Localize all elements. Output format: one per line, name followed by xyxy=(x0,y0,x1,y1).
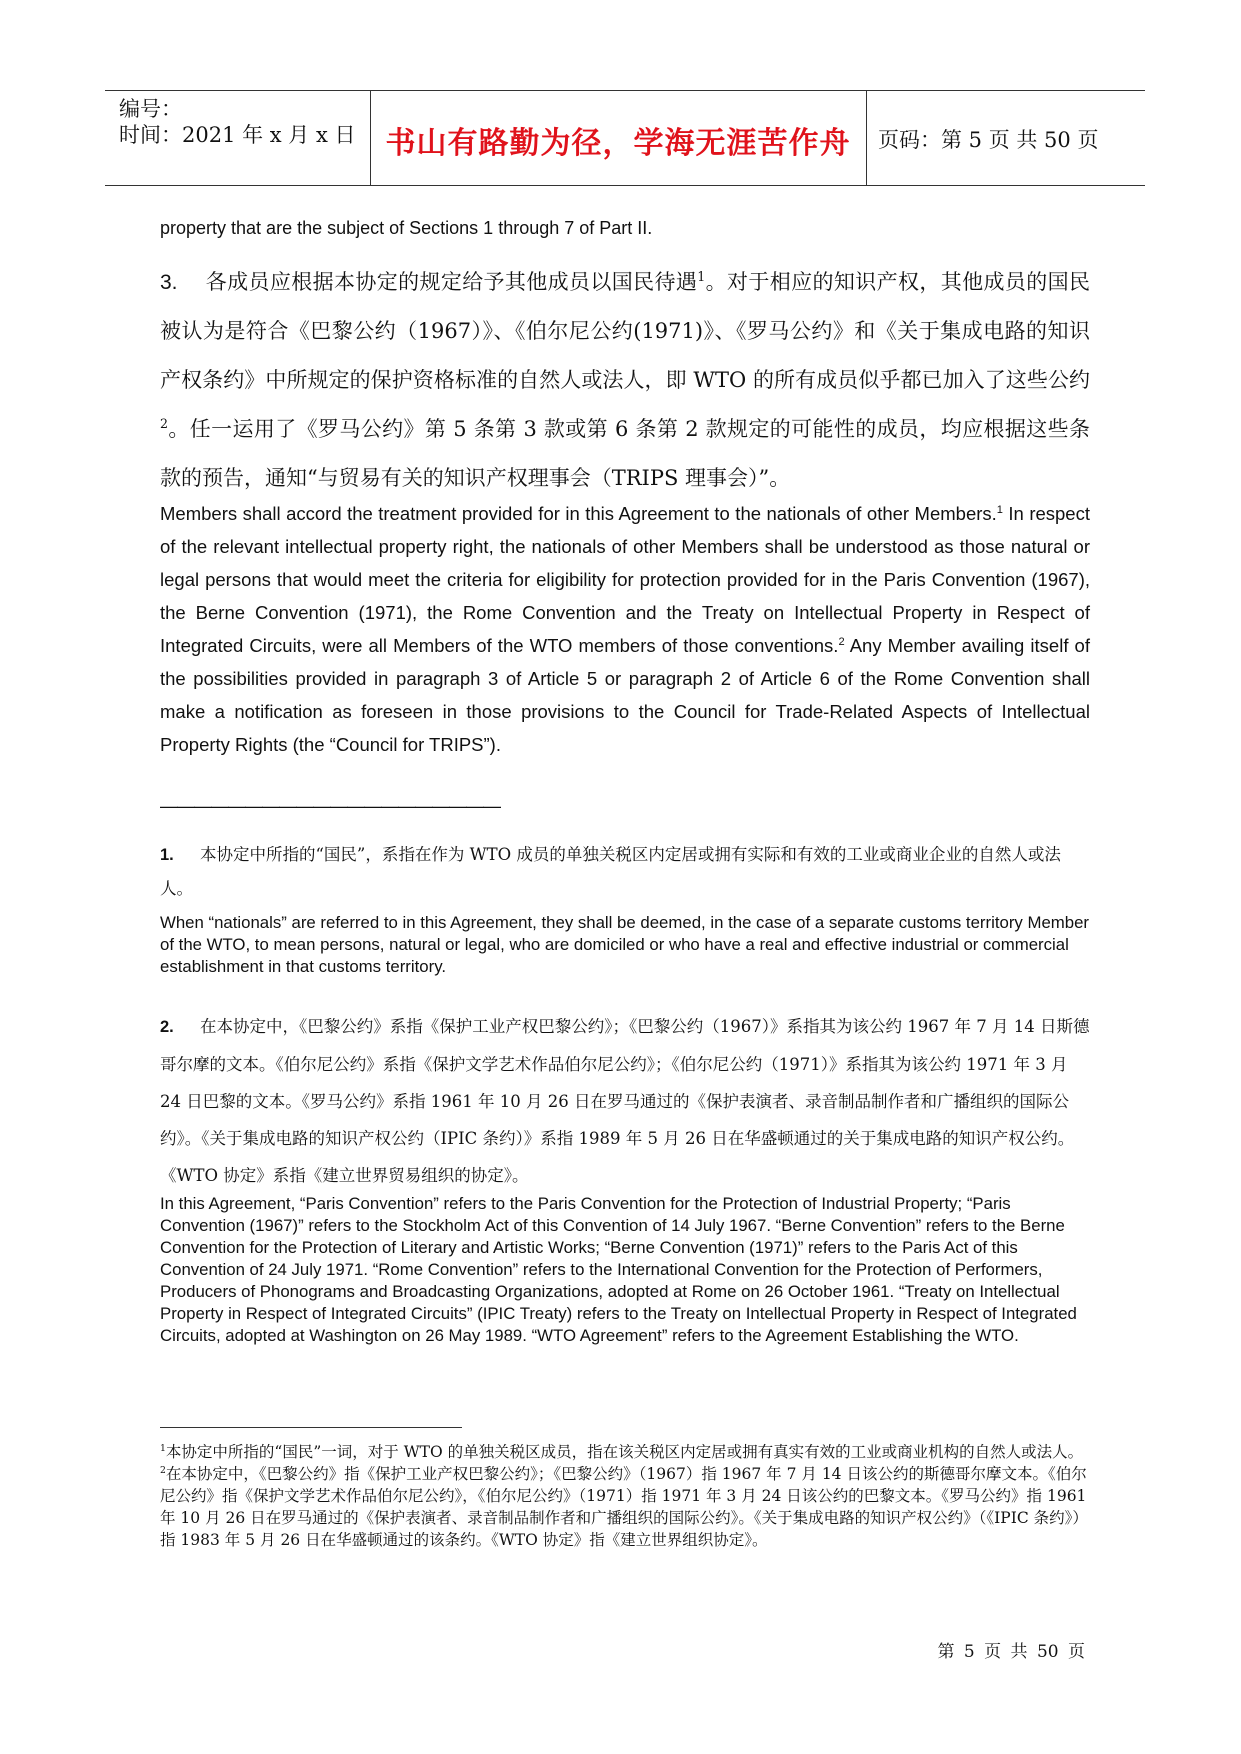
article-3-text-b: 。对于相应的知识产权，其他成员的国民被认为是符合《巴黎公约（1967）》、《伯尔尼公约(1971)》、《罗马公约》和《关于集成电路的知识产权条约》中所规定的保护资格标准的自然人或法人，即 WTO 的所有成员似乎都已加入了这些公约 xyxy=(160,270,1091,392)
article-3-en-text-c: Any Member availing itself of the possibilities provided in paragraph 3 of Article 5 or paragraph 2 of Article 6 of the Rome Convention shall make a notification as foreseen in those provisions to the Council for Trade-Related Aspects of Intellectual Property Rights (the “Council for TRIPS”). xyxy=(160,635,1090,755)
paragraph-continuation: property that are the subject of Sections 1 through 7 of Part II. xyxy=(160,218,653,238)
note-2-number: 2. xyxy=(160,1018,174,1036)
header-right-cell xyxy=(866,91,1145,185)
note-2-cn-text: 在本协定中，《巴黎公约》系指《保护工业产权巴黎公约》；《巴黎公约（1967）》系指其为该公约 1967 年 7 月 14 日斯德哥尔摩的文本。《伯尔尼公约》系指《保护文学艺术作品伯尔尼公约》；《伯尔尼公约（1971）》系指其为该公约 1971 年 3 月 24 日巴黎的文本。《罗马公约》系指 1961 年 10 月 26 日在罗马通过的《保护表演者、录音制品制作者和广播组织的国际公约》。《关于集成电路的知识产权公约（IPIC 条约）》系指 1989 年 5 月 26 日在华盛顿通过的关于集成电路的知识产权公约。《WTO 协定》系指《建立世界贸易组织的协定》。 xyxy=(160,1017,1090,1185)
article-3-text-a: 各成员应根据本协定的规定给予其他成员以国民待遇 xyxy=(205,270,698,294)
footnote-2-mark: 2 xyxy=(160,1464,166,1476)
footnote-ref-en-1[interactable]: 1 xyxy=(996,503,1003,516)
note-2-english: In this Agreement, “Paris Convention” refers to the Paris Convention for the Protection of Industrial Property; “Paris Convention (1967)” refers to the Stockholm Act of this Convention of 14 July 1967. “Berne Convention” refers to the Berne Convention for the Protection of Literary and Artistic Works; “Berne Convention (1971)” refers to the Paris Act of this Convention of 24 July 1971. “Rome Convention” refers to the International Convention for the Protection of Performers, Producers of Phonograms and Broadcasting Organizations, adopted at Rome on 26 October 1961. “Treaty on Intellectual Property in Respect of Integrated Circuits” (IPIC Treaty) refers to the Treaty on Intellectual Property in Respect of Integrated Circuits, adopted at Washington on 26 May 1989. “WTO Agreement” refers to the Agreement Establishing the WTO. xyxy=(160,1194,1077,1345)
article-3-en-text-a: Members shall accord the treatment provided for in this Agreement to the nationals of other Members. xyxy=(160,503,997,524)
header-left-cell xyxy=(105,91,371,185)
footnote-2 xyxy=(160,1463,1090,1551)
article-3-chinese xyxy=(160,258,1090,503)
document-header xyxy=(105,90,1145,186)
footnote-separator xyxy=(160,1427,462,1428)
note-1-chinese xyxy=(160,838,1090,906)
document-number-label: 编号： xyxy=(119,97,182,121)
article-3-text-c: 。任一运用了《罗马公约》第 5 条第 3 款或第 6 条第 2 款规定的可能性的成员，均应根据这些条款的预告，通知“与贸易有关的知识产权理事会（TRIPS 理事会）”。 xyxy=(160,417,1090,490)
article-3-english xyxy=(160,497,1090,761)
footnote-ref-en-2[interactable]: 2 xyxy=(838,635,845,648)
document-time-label: 时间：2021 年 x 月 x 日 xyxy=(119,123,356,147)
footnote-1 xyxy=(160,1441,1090,1463)
footnote-2-text: 在本协定中，《巴黎公约》指《保护工业产权巴黎公约》；《巴黎公约》（1967）指 1967 年 7 月 14 日该公约的斯德哥尔摩文本。《伯尔尼公约》指《保护文学艺术作品伯尔尼公约》，《伯尔尼公约》（1971）指 1971 年 3 月 24 日该公约的巴黎文本。《罗马公约》指 1961 年 10 月 26 日在罗马通过的《保护表演者、录音制品制作者和广播组织的国际公约》。《关于集成电路的知识产权公约》（《IPIC 条约》）指 1983 年 5 月 26 日在华盛顿通过的该条约。《WTO 协定》指《建立世界组织协定》。 xyxy=(160,1465,1088,1549)
header-page-info: 页码：第 5 页 共 50 页 xyxy=(878,128,1099,152)
notes-divider: ———————————————————— xyxy=(160,796,500,816)
header-center-cell xyxy=(370,91,867,185)
header-motto: 书山有路勤为径，学海无涯苦作舟 xyxy=(385,126,851,161)
note-1-english: When “nationals” are referred to in this Agreement, they shall be deemed, in the case of a separate customs territory Member of the WTO, to mean persons, natural or legal, who are domiciled or who have a real and effective industrial or commercial establishment in that customs territory. xyxy=(160,913,1090,976)
footnote-ref-2[interactable]: 2 xyxy=(160,416,169,431)
footnote-1-mark: 1 xyxy=(160,1442,166,1454)
note-1-cn-text: 本协定中所指的“国民”，系指在作为 WTO 成员的单独关税区内定居或拥有实际和有效的工业或商业企业的自然人或法人。 xyxy=(160,845,1061,898)
article-3-en-text-b: In respect of the relevant intellectual property right, the nationals of other Members shall be understood as those natural or legal persons that would meet the criteria for eligibility for protection provided for in the Paris Convention (1967), the Berne Convention (1971), the Rome Convention and the Treaty on Intellectual Property in Respect of Integrated Circuits, were all Members of the WTO members of those conventions. xyxy=(160,503,1090,656)
footnote-ref-1[interactable]: 1 xyxy=(697,269,706,284)
note-1-number: 1. xyxy=(160,846,174,864)
footnotes xyxy=(160,1441,1090,1551)
page-footer: 第 5 页 共 50 页 xyxy=(937,1642,1085,1662)
footnote-1-text: 本协定中所指的“国民”一词，对于 WTO 的单独关税区成员，指在该关税区内定居或拥有真实有效的工业或商业机构的自然人或法人。 xyxy=(165,1443,1084,1461)
note-2-chinese xyxy=(160,1008,1090,1194)
article-3-number: 3. xyxy=(160,271,178,294)
